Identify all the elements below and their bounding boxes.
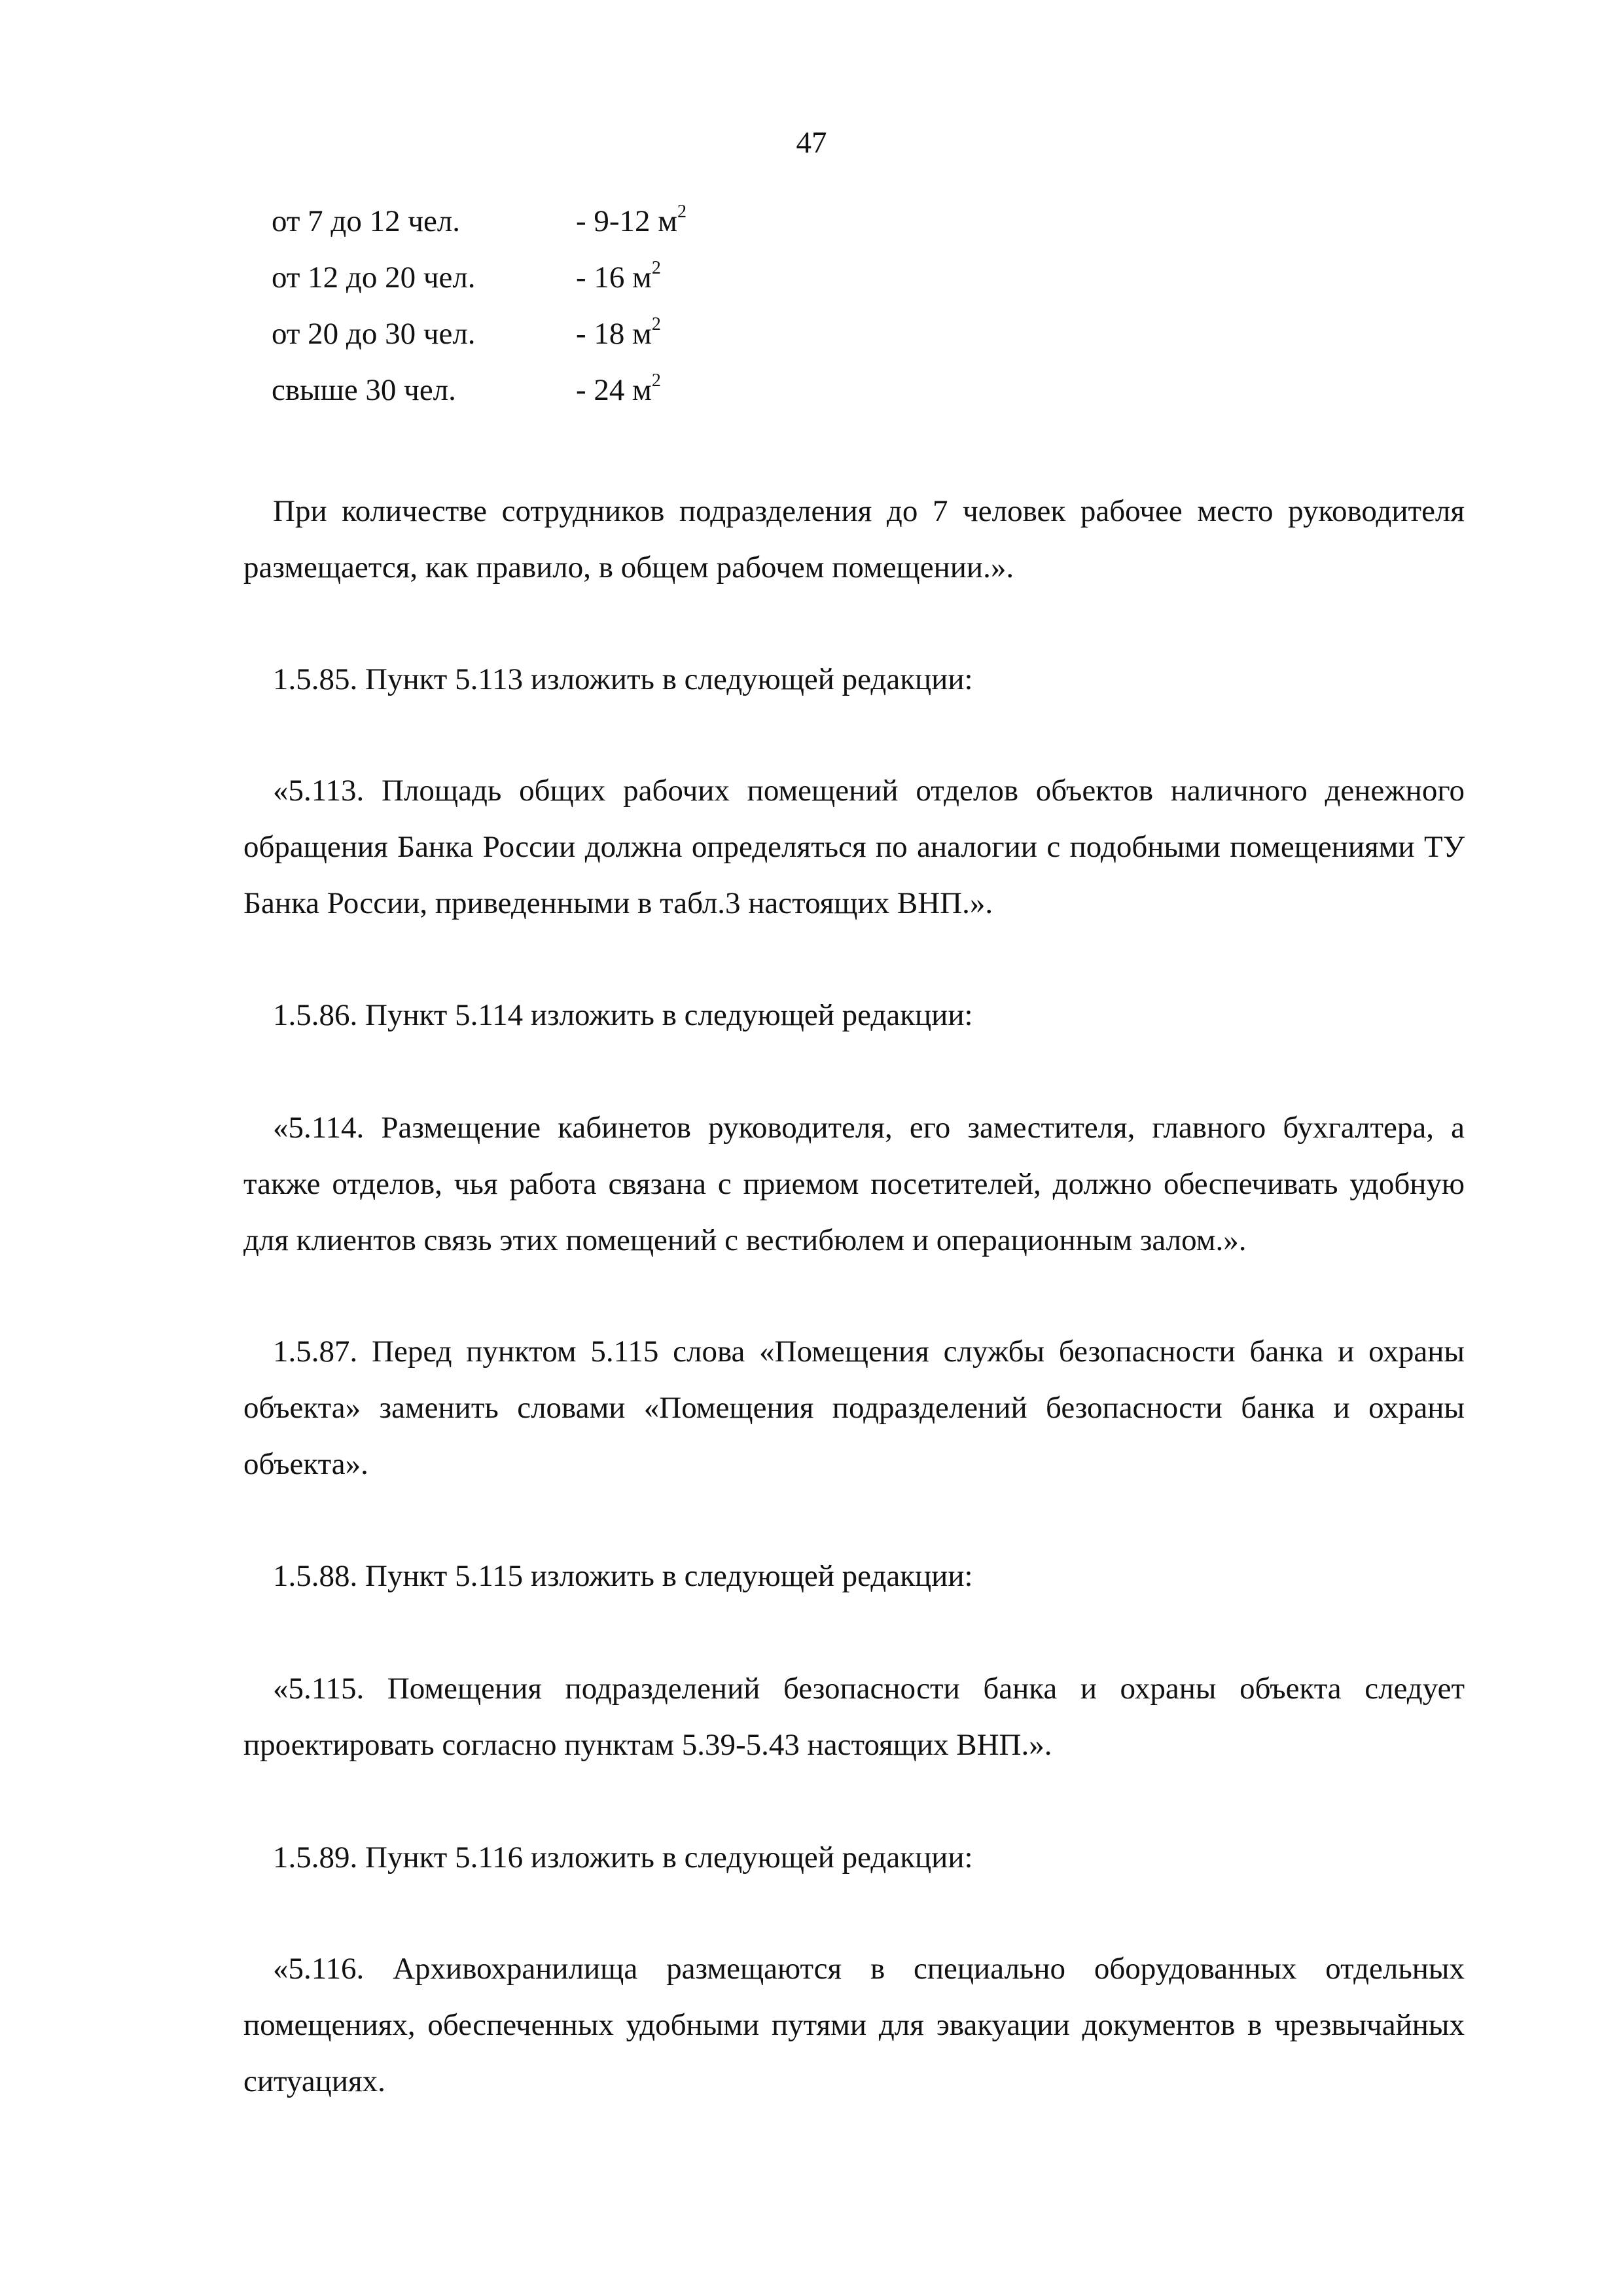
- area-value-text: - 18 м: [576, 317, 652, 351]
- area-value: [576, 370, 661, 410]
- superscript-exponent: 2: [651, 258, 661, 279]
- area-value: [576, 314, 661, 353]
- amendment-item-1-5-87: 1.5.87. Перед пунктом 5.115 слова «Помещения службы безопасности банка и охраны объекта» заменить словами «Помещения подразделений безопасности банка и охраны объекта».: [243, 1335, 1465, 1481]
- amendment-item-1-5-88: 1.5.88. Пункт 5.115 изложить в следующей редакции:: [273, 1559, 973, 1593]
- staff-range: от 12 до 20 чел.: [272, 260, 476, 295]
- superscript-exponent: 2: [651, 370, 661, 391]
- superscript-exponent: 2: [677, 202, 687, 223]
- page-number: 47: [796, 126, 827, 160]
- area-value-text: - 24 м: [576, 373, 652, 407]
- quoted-clause-5-113: «5.113. Площадь общих рабочих помещений отделов объектов наличного денежного обращения Банка России должна определяться по аналогии с подобными помещениями ТУ Банка России, приведенными в табл.3 настоящих ВНП.».: [243, 774, 1465, 920]
- area-value: [576, 202, 687, 241]
- quoted-clause-5-114: «5.114. Размещение кабинетов руководителя, его заместителя, главного бухгалтера, а также отделов, чья работа связана с приемом посетителей, должно обеспечивать удобную для клиентов связь этих помещений с вестибюлем и операционным залом.».: [243, 1111, 1465, 1257]
- staff-range: от 20 до 30 чел.: [272, 317, 476, 351]
- area-value-text: - 16 м: [576, 260, 652, 295]
- amendment-item-1-5-85: 1.5.85. Пункт 5.113 изложить в следующей редакции:: [273, 662, 973, 696]
- staff-range: свыше 30 чел.: [272, 373, 456, 407]
- superscript-exponent: 2: [651, 314, 661, 335]
- paragraph-manager-workplace: При количестве сотрудников подразделения до 7 человек рабочее место руководителя размещается, как правило, в общем рабочем помещении.».: [243, 494, 1465, 584]
- staff-range: от 7 до 12 чел.: [272, 204, 461, 238]
- quoted-clause-5-115: «5.115. Помещения подразделений безопасности банка и охраны объекта следует проектировать согласно пунктам 5.39-5.43 настоящих ВНП.».: [243, 1672, 1465, 1762]
- amendment-item-1-5-86: 1.5.86. Пункт 5.114 изложить в следующей редакции:: [273, 998, 973, 1032]
- quoted-clause-5-116: «5.116. Архивохранилища размещаются в специально оборудованных отдельных помещениях, обеспеченных удобными путями для эвакуации документов в чрезвычайных ситуациях.: [243, 1952, 1465, 2098]
- amendment-item-1-5-89: 1.5.89. Пункт 5.116 изложить в следующей редакции:: [273, 1840, 973, 1874]
- area-value: [576, 258, 661, 297]
- area-value-text: - 9-12 м: [576, 204, 678, 238]
